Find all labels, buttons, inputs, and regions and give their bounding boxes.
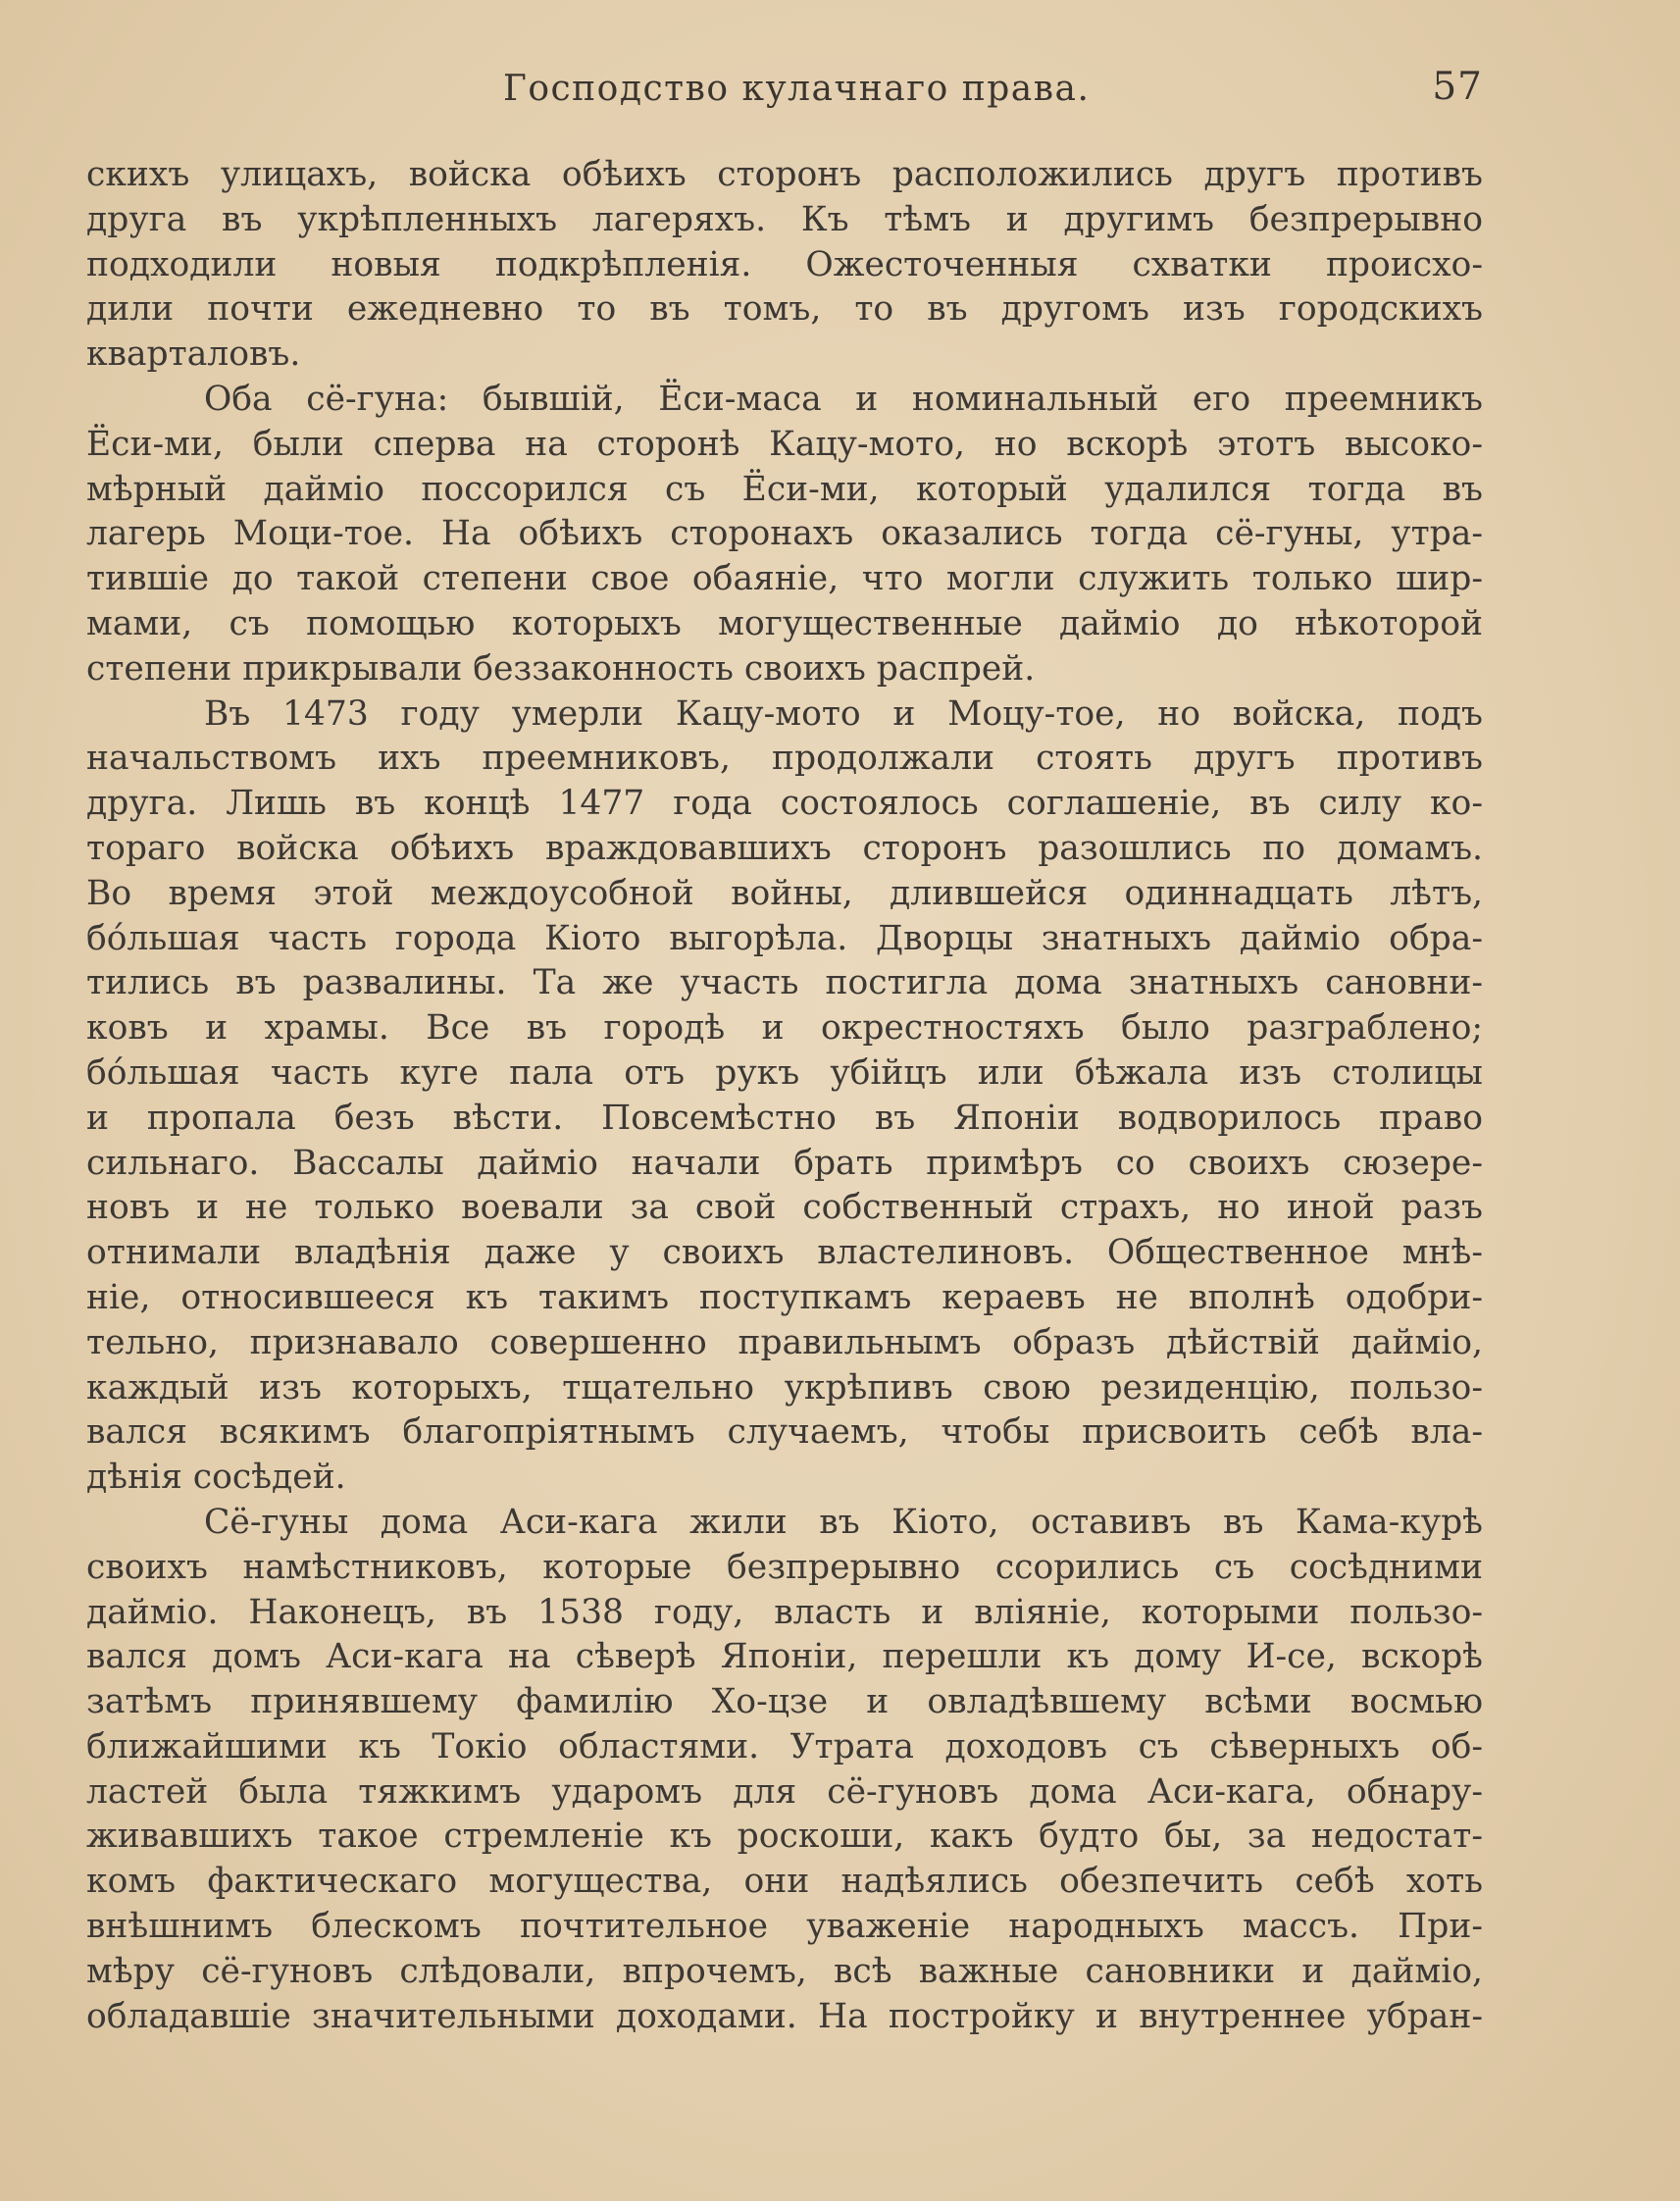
- text-line: мѣру сё-гуновъ слѣдовали, впрочемъ, всѣ важные сановники и дайміо,: [86, 1951, 1483, 1991]
- text-line: ближайшими къ Токіо областями. Утрата доходовъ съ сѣверныхъ об-: [86, 1726, 1483, 1766]
- text-line: подходили новыя подкрѣпленія. Ожесточенныя схватки происхо-: [86, 244, 1483, 284]
- text-line: затѣмъ принявшему фамилію Хо-цзе и овладѣвшему всѣми восмью: [86, 1682, 1483, 1722]
- text-line: тились въ развалины. Та же участь постигла дома знатныхъ сановни-: [86, 963, 1483, 1003]
- text-line: новъ и не только воевали за свой собственный страхъ, но иной разъ: [86, 1188, 1483, 1228]
- text-line: друга. Лишь въ концѣ 1477 года состоялось соглашеніе, въ силу ко-: [86, 784, 1483, 824]
- paragraph-3: [86, 692, 1483, 1501]
- text-line: Во время этой междоусобной войны, длившейся одиннадцать лѣтъ,: [86, 873, 1483, 913]
- text-line: тившіе до такой степени свое обаяніе, что могли служить только шир-: [86, 559, 1483, 599]
- text-line: ніе, относившееся къ такимъ поступкамъ кераевъ не вполнѣ одобри-: [86, 1277, 1483, 1317]
- text-line: тораго войска обѣихъ враждовавшихъ сторонъ разошлись по домамъ.: [86, 828, 1483, 868]
- text-line: бóльшая часть города Кіото выгорѣла. Дворцы знатныхъ дайміо обра-: [86, 918, 1483, 958]
- text-line: начальствомъ ихъ преемниковъ, продолжали стоять другъ противъ: [86, 739, 1483, 779]
- paragraph-1: [86, 153, 1483, 378]
- text-line: внѣшнимъ блескомъ почтительное уваженіе народныхъ массъ. При-: [86, 1907, 1483, 1947]
- text-line: своихъ намѣстниковъ, которые безпрерывно ссорились съ сосѣдними: [86, 1547, 1483, 1587]
- text-line: дили почти ежедневно то въ томъ, то въ другомъ изъ городскихъ: [86, 289, 1483, 330]
- text-line: ластей была тяжкимъ ударомъ для сё-гуновъ дома Аси-кага, обнару-: [86, 1771, 1483, 1812]
- text-line: вался всякимъ благопріятнымъ случаемъ, чтобы присвоить себѣ вла-: [86, 1412, 1483, 1453]
- text-line: обладавшіе значительными доходами. На постройку и внутреннее убран-: [86, 1996, 1483, 2036]
- text-line: бóльшая часть куге пала отъ рукъ убійцъ или бѣжала изъ столицы: [86, 1052, 1483, 1093]
- page-header: [86, 63, 1483, 122]
- running-title: Господство кулачнаго права.: [503, 69, 1091, 109]
- text-line: отнимали владѣнія даже у своихъ властелиновъ. Общественное мнѣ-: [86, 1233, 1483, 1273]
- text-line: друга въ укрѣпленныхъ лагеряхъ. Къ тѣмъ и другимъ безпрерывно: [86, 199, 1483, 239]
- text-line: ковъ и храмы. Все въ городѣ и окрестностяхъ было разграблено;: [86, 1008, 1483, 1049]
- text-line: лагерь Моци-тое. На обѣихъ сторонахъ оказались тогда сё-гуны, утра-: [86, 514, 1483, 554]
- text-line: и пропала безъ вѣсти. Повсемѣстно въ Японіи водворилось право: [86, 1098, 1483, 1138]
- text-line: дѣнія сосѣдей.: [86, 1458, 346, 1498]
- paragraph-2: [86, 378, 1483, 692]
- text-line: тельно, признавало совершенно правильнымъ образъ дѣйствій дайміо,: [86, 1322, 1483, 1362]
- text-line: Въ 1473 году умерли Кацу-мото и Моцу-тое, но войска, подъ: [204, 693, 1483, 734]
- text-line: вался домъ Аси-кага на сѣверѣ Японіи, перешли къ дому И-се, вскорѣ: [86, 1637, 1483, 1677]
- text-line: скихъ улицахъ, войска обѣихъ сторонъ расположились другъ противъ: [86, 155, 1483, 194]
- text-line: комъ фактическаго могущества, они надѣялись обезпечить себѣ хоть: [86, 1862, 1483, 1902]
- body-text: [86, 153, 1483, 2039]
- text-line: мами, съ помощью которыхъ могущественные дайміо до нѣкоторой: [86, 603, 1483, 643]
- text-line: мѣрный дайміо поссорился съ Ёси-ми, который удалился тогда въ: [86, 469, 1483, 509]
- text-line: сильнаго. Вассалы дайміо начали брать примѣръ со своихъ сюзере-: [86, 1143, 1483, 1183]
- text-line: Сё-гуны дома Аси-кага жили въ Кіото, оставивъ въ Кама-курѣ: [204, 1502, 1483, 1542]
- text-line: живавшихъ такое стремленіе къ роскоши, какъ будто бы, за недостат-: [86, 1817, 1483, 1857]
- paragraph-4: [86, 1501, 1483, 2040]
- text-line: дайміо. Наконецъ, въ 1538 году, власть и вліяніе, которыми пользо-: [86, 1592, 1483, 1632]
- text-line: Оба сё-гуна: бывшій, Ёси-маса и номинальный его преемникъ: [204, 379, 1483, 419]
- text-line: степени прикрывали беззаконность своихъ распрей.: [86, 648, 1036, 689]
- text-line: каждый изъ которыхъ, тщательно укрѣпивъ свою резиденцію, пользо-: [86, 1367, 1483, 1408]
- text-line: Ёси-ми, были сперва на сторонѣ Кацу-мото, но вскорѣ этотъ высоко-: [86, 424, 1483, 464]
- text-line: кварталовъ.: [86, 334, 301, 375]
- page-number: 57: [1432, 65, 1483, 109]
